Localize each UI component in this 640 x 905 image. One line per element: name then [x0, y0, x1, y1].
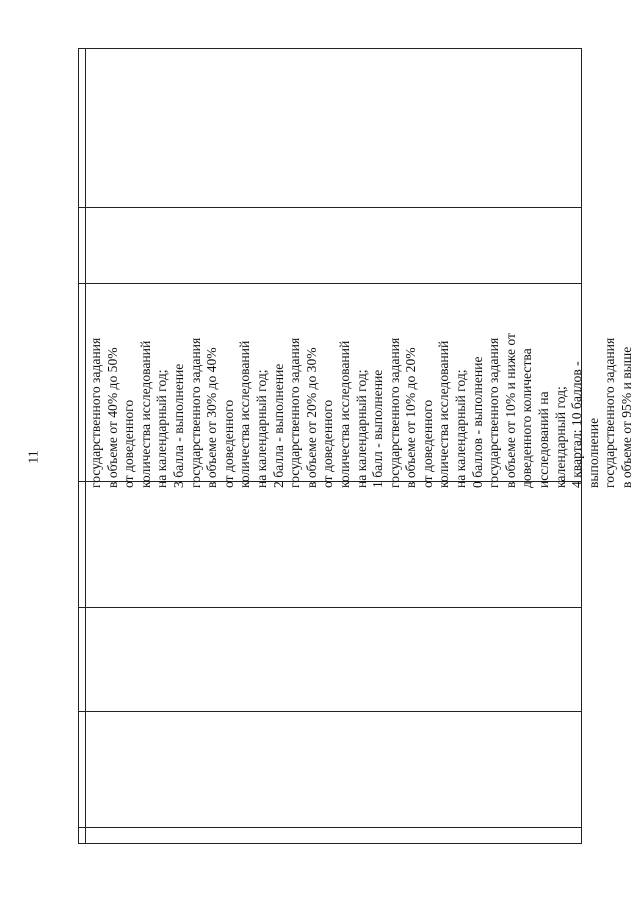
- cell-text-line: доведенного количества: [519, 348, 535, 488]
- cell-text-line: в объеме от 10% до 20%: [403, 347, 419, 488]
- cell-text-line: в объеме от 95% и выше: [619, 346, 634, 488]
- cell-text-line: выполнение: [585, 417, 601, 488]
- cell-text-line: в объеме от 30% до 40%: [204, 347, 220, 488]
- cell-text-line: количества исследований: [436, 340, 452, 488]
- cell-text-line: в объеме от 40% до 50%: [104, 347, 120, 488]
- cell-text-line: исследований на: [536, 391, 552, 488]
- cell-text-line: количества исследований: [336, 340, 352, 488]
- cell-text-line: государственного задания: [88, 337, 103, 488]
- cell-text-line: государственного задания: [187, 337, 203, 488]
- criteria-cell: [84, 282, 634, 492]
- cell-text-line: государственного задания: [386, 337, 402, 488]
- cell-text-line: 0 баллов - выполнение: [469, 356, 485, 488]
- cell-text-line: от доведенного: [419, 399, 435, 488]
- cell-text-line: 3 балла - выполнение: [170, 363, 186, 488]
- criteria-text: [84, 282, 634, 492]
- cell-text-line: в объеме от 10% и ниже от: [502, 333, 518, 488]
- page-number: 11: [26, 450, 42, 464]
- cell-text-line: в объеме от 20% до 30%: [303, 347, 319, 488]
- cell-text-line: 4 квартал: 10 баллов -: [569, 361, 585, 488]
- row-divider: [79, 607, 581, 608]
- cell-text-line: на календарный год;: [154, 369, 170, 488]
- cell-text-line: количества исследований: [237, 340, 253, 488]
- cell-text-line: 2 балла - выполнение: [270, 363, 286, 488]
- cell-text-line: 1 балл - выполнение: [370, 369, 386, 488]
- cell-text-line: от доведенного: [220, 399, 236, 488]
- cell-text-line: от доведенного: [121, 399, 137, 488]
- cell-text-line: государственного задания: [486, 337, 502, 488]
- cell-text-line: на календарный год;: [353, 369, 369, 488]
- cell-text-line: государственного задания: [287, 337, 303, 488]
- cell-text-line: количества исследований: [137, 340, 153, 488]
- cell-text-line: на календарный год;: [253, 369, 269, 488]
- row-divider: [79, 711, 581, 712]
- row-divider: [79, 207, 581, 208]
- cell-text-line: на календарный год;: [453, 369, 469, 488]
- cell-text-line: календарный год;: [552, 386, 568, 488]
- cell-text-line: государственного задания: [602, 337, 618, 488]
- cell-text-line: от доведенного: [320, 399, 336, 488]
- row-divider: [79, 827, 581, 828]
